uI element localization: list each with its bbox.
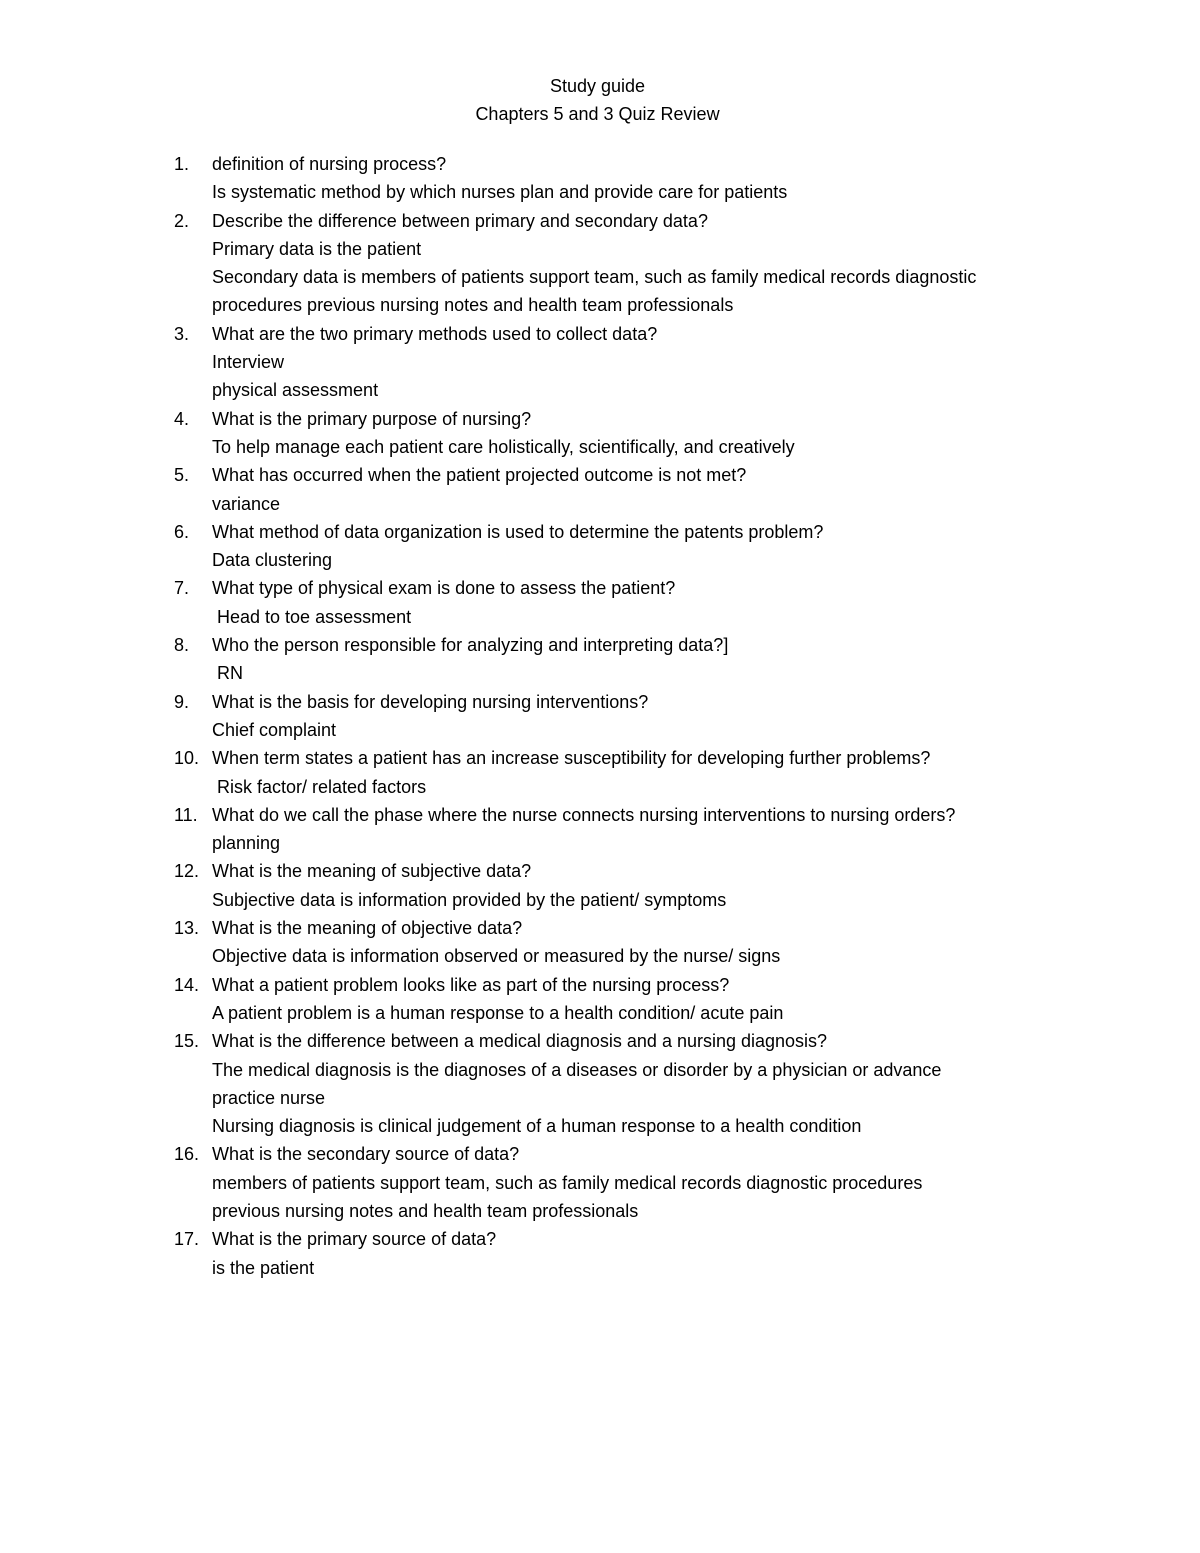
question-text: What is the primary purpose of nursing?	[212, 408, 532, 429]
answer-line: Nursing diagnosis is clinical judgement of a human response to a health condition	[212, 1116, 862, 1137]
question-text: What is the primary source of data?	[212, 1229, 497, 1250]
question-number: 4.	[174, 408, 190, 429]
question-text: Who the person responsible for analyzing and interpreting data?]	[212, 635, 729, 656]
question-number: 8.	[174, 635, 190, 656]
question-item	[0, 971, 1120, 1028]
question-number: 16.	[174, 1144, 200, 1165]
answer-line: Secondary data is members of patients support team, such as family medical records diagnostic	[212, 267, 977, 288]
question-number: 5.	[174, 465, 190, 486]
question-item	[0, 1027, 1120, 1140]
answer-line: Data clustering	[212, 550, 333, 571]
question-text: What is the meaning of subjective data?	[212, 861, 532, 882]
answer-line: A patient problem is a human response to a health condition/ acute pain	[212, 1002, 784, 1023]
answer-line: members of patients support team, such as family medical records diagnostic procedures	[212, 1172, 923, 1193]
question-item	[0, 405, 1120, 462]
question-number: 6.	[174, 521, 190, 542]
answer-line: Primary data is the patient	[212, 238, 422, 259]
question-item	[0, 518, 1120, 575]
document-subtitle: Chapters 5 and 3 Quiz Review	[475, 104, 720, 124]
question-item	[0, 914, 1120, 971]
question-text: What is the secondary source of data?	[212, 1144, 520, 1165]
question-text: What method of data organization is used to determine the patents problem?	[212, 521, 824, 542]
question-text: What do we call the phase where the nurse connects nursing interventions to nursing orders?	[212, 804, 956, 825]
answer-line: practice nurse	[212, 1087, 326, 1108]
question-item	[0, 744, 1120, 801]
answer-line: previous nursing notes and health team professionals	[212, 1200, 639, 1221]
question-item	[0, 320, 1120, 405]
question-item	[0, 1140, 1120, 1225]
question-number: 14.	[174, 974, 200, 995]
answer-line: To help manage each patient care holistically, scientifically, and creatively	[212, 436, 795, 457]
question-number: 9.	[174, 691, 190, 712]
answer-line: planning	[212, 833, 281, 854]
question-text: What has occurred when the patient projected outcome is not met?	[212, 465, 747, 486]
answer-line: procedures previous nursing notes and health team professionals	[212, 295, 734, 316]
question-text: What are the two primary methods used to collect data?	[212, 323, 658, 344]
answer-line: physical assessment	[212, 380, 379, 401]
document-title: Study guide	[549, 76, 646, 96]
question-number: 1.	[174, 154, 190, 174]
answer-line: Risk factor/ related factors	[217, 776, 427, 797]
question-number: 3.	[174, 323, 190, 344]
question-item	[0, 857, 1120, 914]
question-text: What is the meaning of objective data?	[212, 918, 523, 939]
answer-line: Objective data is information observed or measured by the nurse/ signs	[212, 946, 781, 967]
question-item	[0, 207, 1120, 320]
question-number: 15.	[174, 1031, 200, 1052]
question-item	[0, 461, 1120, 518]
question-number: 10.	[174, 748, 200, 769]
question-item	[0, 631, 1120, 688]
title-block	[0, 72, 1195, 128]
answer-line: is the patient	[212, 1257, 315, 1278]
question-text: definition of nursing process?	[212, 154, 447, 174]
question-number: 12.	[174, 861, 200, 882]
question-number: 11.	[174, 804, 198, 825]
answer-line: Interview	[212, 352, 285, 373]
question-item	[0, 574, 1120, 631]
answer-line: Head to toe assessment	[217, 606, 412, 627]
question-text: What is the difference between a medical diagnosis and a nursing diagnosis?	[212, 1031, 828, 1052]
answer-line: RN	[217, 663, 243, 684]
question-number: 13.	[174, 918, 200, 939]
answer-line: The medical diagnosis is the diagnoses of a diseases or disorder by a physician or advance	[212, 1059, 942, 1080]
question-item	[0, 801, 1120, 858]
question-item	[0, 150, 1120, 207]
question-text: What a patient problem looks like as part of the nursing process?	[212, 974, 730, 995]
question-list	[0, 150, 1120, 1282]
question-number: 7.	[174, 578, 190, 599]
question-text: What is the basis for developing nursing interventions?	[212, 691, 649, 712]
question-text: When term states a patient has an increase susceptibility for developing further problems?	[212, 748, 931, 769]
answer-line: Chief complaint	[212, 719, 337, 740]
question-number: 2.	[174, 210, 190, 231]
answer-line: variance	[212, 493, 281, 514]
answer-line: Is systematic method by which nurses plan and provide care for patients	[212, 182, 788, 203]
question-item	[0, 688, 1120, 745]
question-text: What type of physical exam is done to assess the patient?	[212, 578, 676, 599]
question-item	[0, 1225, 1120, 1282]
question-number: 17.	[174, 1229, 200, 1250]
answer-line: Subjective data is information provided by the patient/ symptoms	[212, 889, 727, 910]
question-text: Describe the difference between primary and secondary data?	[212, 210, 708, 231]
